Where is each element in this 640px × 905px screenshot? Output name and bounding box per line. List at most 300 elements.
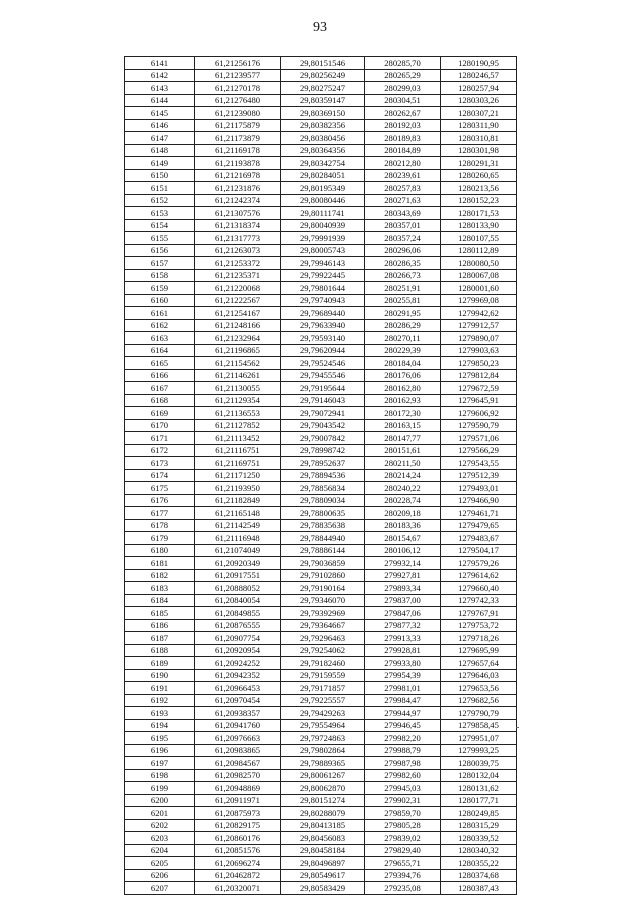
longitude-cell: 29,80062870 [281,782,365,795]
x-coordinate-cell: 280270,11 [365,332,441,345]
table-row [125,57,517,70]
x-coordinate-cell: 280239,61 [365,169,441,182]
longitude-cell: 29,80369150 [281,107,365,120]
longitude-cell: 29,79146043 [281,394,365,407]
latitude-cell: 61,21242374 [195,194,281,207]
longitude-cell: 29,78952637 [281,457,365,470]
longitude-cell: 29,79620944 [281,344,365,357]
y-coordinate-cell: 1280340,32 [441,844,517,857]
x-coordinate-cell: 280286,29 [365,319,441,332]
latitude-cell: 61,20911971 [195,794,281,807]
table-row [125,157,517,170]
table-row [125,244,517,257]
y-coordinate-cell: 1280131,62 [441,782,517,795]
y-coordinate-cell: 1279543,55 [441,457,517,470]
longitude-cell: 29,80364356 [281,144,365,157]
latitude-cell: 61,21317773 [195,232,281,245]
x-coordinate-cell: 280271,63 [365,194,441,207]
y-coordinate-cell: 1279742,33 [441,594,517,607]
y-coordinate-cell: 1280112,89 [441,244,517,257]
latitude-cell: 61,20320071 [195,882,281,895]
y-coordinate-cell: 1280307,21 [441,107,517,120]
longitude-cell: 29,79296463 [281,632,365,645]
longitude-cell: 29,79254062 [281,644,365,657]
x-coordinate-cell: 280162,80 [365,382,441,395]
table-row [125,669,517,682]
y-coordinate-cell: 1279753,72 [441,619,517,632]
coordinates-table-body [125,57,517,895]
x-coordinate-cell: 280286,35 [365,257,441,270]
latitude-cell: 61,21248166 [195,319,281,332]
x-coordinate-cell: 279847,06 [365,607,441,620]
table-row [125,457,517,470]
table-row [125,619,517,632]
x-coordinate-cell: 280209,18 [365,507,441,520]
point-number-cell: 6169 [125,407,195,420]
y-coordinate-cell: 1279903,63 [441,344,517,357]
x-coordinate-cell: 280184,04 [365,357,441,370]
longitude-cell: 29,79195644 [281,382,365,395]
table-row [125,644,517,657]
y-coordinate-cell: 1279695,99 [441,644,517,657]
y-coordinate-cell: 1279942,62 [441,307,517,320]
latitude-cell: 61,21074049 [195,544,281,557]
longitude-cell: 29,79455546 [281,369,365,382]
table-row [125,307,517,320]
table-row [125,819,517,832]
x-coordinate-cell: 280296,06 [365,244,441,257]
y-coordinate-cell: 1279951,07 [441,732,517,745]
y-coordinate-cell: 1279767,91 [441,607,517,620]
longitude-cell: 29,79889365 [281,757,365,770]
point-number-cell: 6180 [125,544,195,557]
latitude-cell: 61,21276480 [195,94,281,107]
point-number-cell: 6186 [125,619,195,632]
x-coordinate-cell: 280192,03 [365,119,441,132]
point-number-cell: 6168 [125,394,195,407]
x-coordinate-cell: 279928,81 [365,644,441,657]
table-row [125,107,517,120]
latitude-cell: 61,21235371 [195,269,281,282]
table-row [125,394,517,407]
table-row [125,769,517,782]
y-coordinate-cell: 1280315,29 [441,819,517,832]
longitude-cell: 29,79724863 [281,732,365,745]
longitude-cell: 29,79991939 [281,232,365,245]
x-coordinate-cell: 279927,81 [365,569,441,582]
latitude-cell: 61,21232964 [195,332,281,345]
x-coordinate-cell: 279877,32 [365,619,441,632]
x-coordinate-cell: 280251,91 [365,282,441,295]
point-number-cell: 6161 [125,307,195,320]
longitude-cell: 29,79633940 [281,319,365,332]
y-coordinate-cell: 1280260,65 [441,169,517,182]
point-number-cell: 6188 [125,644,195,657]
longitude-cell: 29,80256249 [281,69,365,82]
longitude-cell: 29,78998742 [281,444,365,457]
point-number-cell: 6194 [125,719,195,732]
latitude-cell: 61,20966453 [195,682,281,695]
latitude-cell: 61,21182849 [195,494,281,507]
point-number-cell: 6203 [125,832,195,845]
x-coordinate-cell: 280151,61 [365,444,441,457]
latitude-cell: 61,21113452 [195,432,281,445]
table-row [125,119,517,132]
point-number-cell: 6155 [125,232,195,245]
latitude-cell: 61,21116751 [195,444,281,457]
y-coordinate-cell: 1279718,26 [441,632,517,645]
point-number-cell: 6170 [125,419,195,432]
longitude-cell: 29,78844940 [281,532,365,545]
x-coordinate-cell: 280240,22 [365,482,441,495]
y-coordinate-cell: 1280001,60 [441,282,517,295]
x-coordinate-cell: 279394,76 [365,869,441,882]
coordinates-table [124,56,517,895]
x-coordinate-cell: 279954,39 [365,669,441,682]
longitude-cell: 29,79689440 [281,307,365,320]
longitude-cell: 29,79190164 [281,582,365,595]
latitude-cell: 61,21171250 [195,469,281,482]
latitude-cell: 61,20917551 [195,569,281,582]
latitude-cell: 61,20984567 [195,757,281,770]
point-number-cell: 6163 [125,332,195,345]
y-coordinate-cell: 1280177,71 [441,794,517,807]
latitude-cell: 61,20924252 [195,657,281,670]
table-row [125,294,517,307]
longitude-cell: 29,79593140 [281,332,365,345]
x-coordinate-cell: 280154,67 [365,532,441,545]
table-row [125,882,517,895]
longitude-cell: 29,79225557 [281,694,365,707]
x-coordinate-cell: 280285,70 [365,57,441,70]
table-row [125,494,517,507]
point-number-cell: 6157 [125,257,195,270]
x-coordinate-cell: 280163,15 [365,419,441,432]
table-row [125,719,517,732]
table-row [125,182,517,195]
table-row [125,94,517,107]
table-row [125,582,517,595]
y-coordinate-cell: 1280291,31 [441,157,517,170]
table-row [125,369,517,382]
x-coordinate-cell: 279984,47 [365,694,441,707]
y-coordinate-cell: 1280311,90 [441,119,517,132]
longitude-cell: 29,80496897 [281,857,365,870]
point-number-cell: 6192 [125,694,195,707]
latitude-cell: 61,21116948 [195,532,281,545]
x-coordinate-cell: 280147,77 [365,432,441,445]
y-coordinate-cell: 1279969,08 [441,294,517,307]
point-number-cell: 6193 [125,707,195,720]
x-coordinate-cell: 279859,70 [365,807,441,820]
y-coordinate-cell: 1280249,85 [441,807,517,820]
point-number-cell: 6189 [125,657,195,670]
latitude-cell: 61,21142549 [195,519,281,532]
longitude-cell: 29,80380456 [281,132,365,145]
y-coordinate-cell: 1280310,81 [441,132,517,145]
table-row [125,444,517,457]
table-row [125,869,517,882]
latitude-cell: 61,20970454 [195,694,281,707]
longitude-cell: 29,79036859 [281,557,365,570]
table-row [125,682,517,695]
y-coordinate-cell: 1280132,04 [441,769,517,782]
table-row [125,419,517,432]
table-row [125,532,517,545]
latitude-cell: 61,20829175 [195,819,281,832]
point-number-cell: 6173 [125,457,195,470]
latitude-cell: 61,20860176 [195,832,281,845]
latitude-cell: 61,21169751 [195,457,281,470]
y-coordinate-cell: 1279493,01 [441,482,517,495]
table-row [125,782,517,795]
latitude-cell: 61,20942352 [195,669,281,682]
x-coordinate-cell: 280172,30 [365,407,441,420]
y-coordinate-cell: 1279858,45 [441,719,517,732]
x-coordinate-cell: 280183,36 [365,519,441,532]
point-number-cell: 6185 [125,607,195,620]
page-number: 93 [313,20,327,35]
table-row [125,257,517,270]
y-coordinate-cell: 1280374,68 [441,869,517,882]
x-coordinate-cell: 279982,60 [365,769,441,782]
table-row [125,219,517,232]
y-coordinate-cell: 1280355,22 [441,857,517,870]
point-number-cell: 6207 [125,882,195,895]
y-coordinate-cell: 1279812,84 [441,369,517,382]
table-row [125,657,517,670]
y-coordinate-cell: 1279646,03 [441,669,517,682]
x-coordinate-cell: 280266,73 [365,269,441,282]
y-coordinate-cell: 1280107,55 [441,232,517,245]
point-number-cell: 6174 [125,469,195,482]
scan-speck [516,727,519,728]
point-number-cell: 6171 [125,432,195,445]
longitude-cell: 29,79072941 [281,407,365,420]
longitude-cell: 29,80005743 [281,244,365,257]
point-number-cell: 6149 [125,157,195,170]
longitude-cell: 29,79171857 [281,682,365,695]
longitude-cell: 29,79182460 [281,657,365,670]
x-coordinate-cell: 280211,50 [365,457,441,470]
table-row [125,207,517,220]
x-coordinate-cell: 279932,14 [365,557,441,570]
y-coordinate-cell: 1280171,53 [441,207,517,220]
y-coordinate-cell: 1280303,26 [441,94,517,107]
latitude-cell: 61,20907754 [195,632,281,645]
latitude-cell: 61,20462872 [195,869,281,882]
point-number-cell: 6150 [125,169,195,182]
point-number-cell: 6146 [125,119,195,132]
point-number-cell: 6154 [125,219,195,232]
y-coordinate-cell: 1280152,23 [441,194,517,207]
y-coordinate-cell: 1279479,65 [441,519,517,532]
longitude-cell: 29,78894536 [281,469,365,482]
point-number-cell: 6158 [125,269,195,282]
longitude-cell: 29,80040939 [281,219,365,232]
point-number-cell: 6147 [125,132,195,145]
y-coordinate-cell: 1279682,56 [441,694,517,707]
y-coordinate-cell: 1279660,40 [441,582,517,595]
longitude-cell: 29,80288079 [281,807,365,820]
longitude-cell: 29,80359147 [281,94,365,107]
y-coordinate-cell: 1280213,56 [441,182,517,195]
table-row [125,432,517,445]
longitude-cell: 29,80111741 [281,207,365,220]
point-number-cell: 6201 [125,807,195,820]
y-coordinate-cell: 1279504,17 [441,544,517,557]
longitude-cell: 29,80195349 [281,182,365,195]
latitude-cell: 61,21154562 [195,357,281,370]
latitude-cell: 61,20851576 [195,844,281,857]
latitude-cell: 61,21175879 [195,119,281,132]
latitude-cell: 61,21173879 [195,132,281,145]
x-coordinate-cell: 280262,67 [365,107,441,120]
x-coordinate-cell: 280255,81 [365,294,441,307]
longitude-cell: 29,79946143 [281,257,365,270]
longitude-cell: 29,80080446 [281,194,365,207]
latitude-cell: 61,20696274 [195,857,281,870]
latitude-cell: 61,20982570 [195,769,281,782]
longitude-cell: 29,78835638 [281,519,365,532]
x-coordinate-cell: 280229,39 [365,344,441,357]
latitude-cell: 61,21239080 [195,107,281,120]
table-row [125,807,517,820]
x-coordinate-cell: 280257,83 [365,182,441,195]
y-coordinate-cell: 1279790,79 [441,707,517,720]
x-coordinate-cell: 280265,29 [365,69,441,82]
point-number-cell: 6190 [125,669,195,682]
x-coordinate-cell: 279988,79 [365,744,441,757]
x-coordinate-cell: 280176,06 [365,369,441,382]
point-number-cell: 6144 [125,94,195,107]
table-row [125,269,517,282]
point-number-cell: 6191 [125,682,195,695]
latitude-cell: 61,21165148 [195,507,281,520]
table-row [125,332,517,345]
table-row [125,469,517,482]
latitude-cell: 61,20941760 [195,719,281,732]
y-coordinate-cell: 1279512,39 [441,469,517,482]
x-coordinate-cell: 279902,31 [365,794,441,807]
point-number-cell: 6164 [125,344,195,357]
x-coordinate-cell: 279982,20 [365,732,441,745]
latitude-cell: 61,21253372 [195,257,281,270]
point-number-cell: 6145 [125,107,195,120]
table-row [125,144,517,157]
longitude-cell: 29,79524546 [281,357,365,370]
point-number-cell: 6195 [125,732,195,745]
longitude-cell: 29,80456083 [281,832,365,845]
point-number-cell: 6176 [125,494,195,507]
y-coordinate-cell: 1279590,79 [441,419,517,432]
latitude-cell: 61,20976663 [195,732,281,745]
y-coordinate-cell: 1280080,50 [441,257,517,270]
point-number-cell: 6198 [125,769,195,782]
latitude-cell: 61,21193878 [195,157,281,170]
longitude-cell: 29,78886144 [281,544,365,557]
x-coordinate-cell: 279913,33 [365,632,441,645]
point-number-cell: 6202 [125,819,195,832]
table-row [125,857,517,870]
point-number-cell: 6183 [125,582,195,595]
latitude-cell: 61,21130055 [195,382,281,395]
x-coordinate-cell: 280189,83 [365,132,441,145]
longitude-cell: 29,80284051 [281,169,365,182]
table-row [125,732,517,745]
x-coordinate-cell: 279893,34 [365,582,441,595]
latitude-cell: 61,21263073 [195,244,281,257]
x-coordinate-cell: 279235,08 [365,882,441,895]
table-row [125,82,517,95]
point-number-cell: 6156 [125,244,195,257]
x-coordinate-cell: 280357,24 [365,232,441,245]
latitude-cell: 61,20938357 [195,707,281,720]
x-coordinate-cell: 280304,51 [365,94,441,107]
latitude-cell: 61,20875973 [195,807,281,820]
x-coordinate-cell: 279805,28 [365,819,441,832]
point-number-cell: 6178 [125,519,195,532]
table-row [125,757,517,770]
y-coordinate-cell: 1280387,43 [441,882,517,895]
x-coordinate-cell: 279655,71 [365,857,441,870]
point-number-cell: 6148 [125,144,195,157]
y-coordinate-cell: 1279461,71 [441,507,517,520]
latitude-cell: 61,21129354 [195,394,281,407]
x-coordinate-cell: 280162,93 [365,394,441,407]
point-number-cell: 6159 [125,282,195,295]
latitude-cell: 61,20840054 [195,594,281,607]
y-coordinate-cell: 1280133,90 [441,219,517,232]
table-row [125,594,517,607]
latitude-cell: 61,21193950 [195,482,281,495]
y-coordinate-cell: 1279571,06 [441,432,517,445]
y-coordinate-cell: 1280246,57 [441,69,517,82]
latitude-cell: 61,21196865 [195,344,281,357]
y-coordinate-cell: 1279850,23 [441,357,517,370]
longitude-cell: 29,80151546 [281,57,365,70]
point-number-cell: 6197 [125,757,195,770]
y-coordinate-cell: 1279483,67 [441,532,517,545]
y-coordinate-cell: 1279645,91 [441,394,517,407]
x-coordinate-cell: 280214,24 [365,469,441,482]
y-coordinate-cell: 1279579,26 [441,557,517,570]
latitude-cell: 61,21231876 [195,182,281,195]
latitude-cell: 61,20849855 [195,607,281,620]
x-coordinate-cell: 280228,74 [365,494,441,507]
table-row [125,194,517,207]
table-row [125,694,517,707]
latitude-cell: 61,20948869 [195,782,281,795]
point-number-cell: 6151 [125,182,195,195]
longitude-cell: 29,79740943 [281,294,365,307]
longitude-cell: 29,79802864 [281,744,365,757]
longitude-cell: 29,80342754 [281,157,365,170]
x-coordinate-cell: 280357,01 [365,219,441,232]
latitude-cell: 61,21220068 [195,282,281,295]
table-row [125,844,517,857]
x-coordinate-cell: 280106,12 [365,544,441,557]
longitude-cell: 29,78856834 [281,482,365,495]
longitude-cell: 29,80061267 [281,769,365,782]
point-number-cell: 6162 [125,319,195,332]
latitude-cell: 61,20920349 [195,557,281,570]
longitude-cell: 29,80458184 [281,844,365,857]
x-coordinate-cell: 279839,02 [365,832,441,845]
latitude-cell: 61,21169178 [195,144,281,157]
y-coordinate-cell: 1280067,08 [441,269,517,282]
point-number-cell: 6172 [125,444,195,457]
